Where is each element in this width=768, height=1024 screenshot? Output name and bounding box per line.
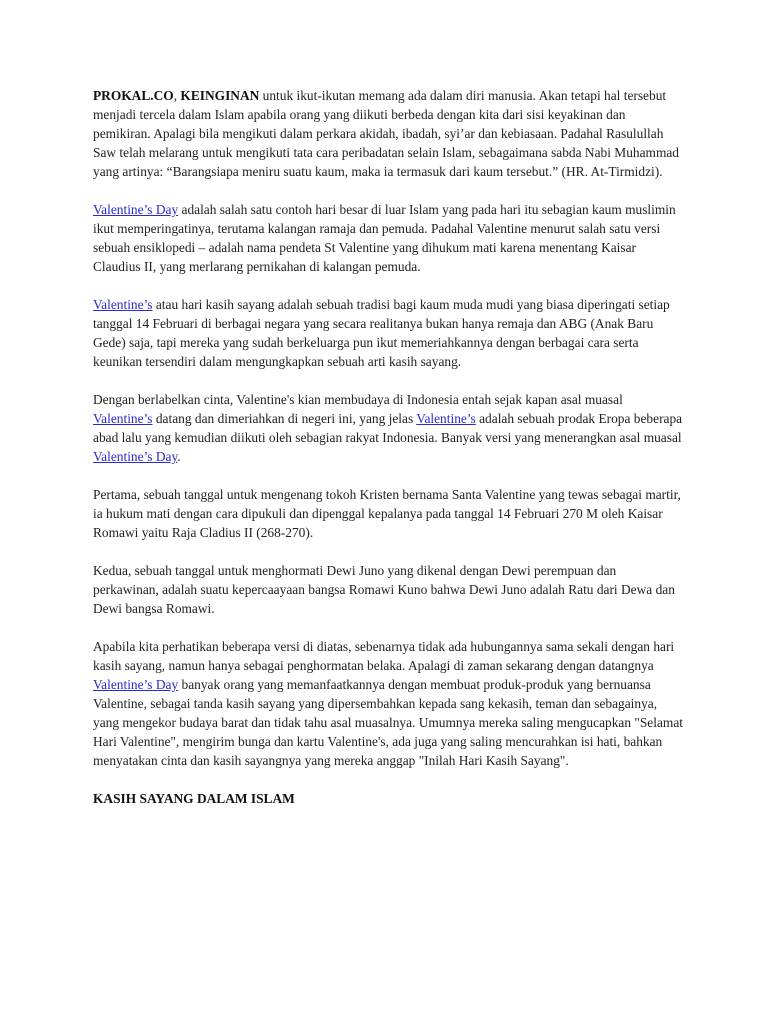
section-heading: KASIH SAYANG DALAM ISLAM [93,791,295,806]
source-name: PROKAL.CO [93,88,174,103]
valentines-link[interactable]: Valentine’s [93,297,153,312]
paragraph-text: banyak orang yang memanfaatkannya dengan membuat produk-produk yang bernuansa Valentine, sebagai tanda kasih sayang yang dipersembahkan kepada sang kekasih, teman dan sebagainya, yang mengekor budaya barat dan tidak tahu asal muasalnya. Umumnya mereka saling mengucapkan "Selamat Hari Valentine", mengirim bunga dan kartu Valentine's, ada juga yang saling mencurahkan isi hati, bahkan menyatakan cinta dan kasih sayangnya yang mereka anggap "Inilah Hari Kasih Sayang". [93,677,683,768]
paragraph-text: adalah sebuah prodak Eropa beberapa abad lalu yang kemudian diikuti oleh sebagian rakyat Indonesia. Banyak versi yang menerangkan asal muasal [93,411,683,445]
paragraph-intro-text: untuk ikut-ikutan memang ada dalam diri manusia. Akan tetapi hal tersebut menjadi tercela dalam Islam apabila orang yang diikuti berbeda dengan kita dari sisi keyakinan dan pemikiran. Apalagi bila mengikuti dalam perkara akidah, ibadah, syi’ar dan kebiasaan. Padahal Rasulullah Saw telah melarang untuk mengikuti tata cara peribadatan selain Islam, sebagaimana sabda Nabi Muhammad yang artinya: “Barangsiapa meniru suatu kaum, maka ia termasuk dari kaum tersebut.” (HR. At-Tirmidzi). [93,88,680,179]
lead-keyword: KEINGINAN [180,88,260,103]
valentines-link[interactable]: Valentine’s [416,411,476,426]
article-body [93,86,685,808]
paragraph-text: datang dan dimeriahkan di negeri ini, yang jelas [152,411,417,426]
valentines-day-link[interactable]: Valentine’s Day [93,449,178,464]
paragraph-text: . [177,449,181,464]
source-separator: , [173,88,181,103]
paragraph-text: atau hari kasih sayang adalah sebuah tradisi bagi kaum muda mudi yang biasa diperingati setiap tanggal 14 Februari di berbagai negara yang secara realitanya bukan hanya remaja dan ABG (Anak Baru Gede) saja, tapi mereka yang sudah berkeluarga pun ikut memeriahkannya dengan berbagai cara serta keunikan tersendiri dalam mengungkapkan sebuah arti kasih sayang. [93,297,670,369]
paragraph-text: adalah salah satu contoh hari besar di luar Islam yang pada hari itu sebagian kaum muslimin ikut memperingatinya, terutama kalangan ramaja dan pemuda. Padahal Valentine menurut salah satu versi sebuah ensiklopedi – adalah nama pendeta St Valentine yang dihukum mati karena menentang Kaisar Claudius II, yang merlarang pernikahan di kalangan pemuda. [93,202,676,274]
paragraph-text: Apabila kita perhatikan beberapa versi di diatas, sebenarnya tidak ada hubungannya sama sekali dengan hari kasih sayang, namun hanya sebagai penghormatan belaka. Apalagi di zaman sekarang dengan datangnya [93,639,675,673]
paragraph-valentines-day [93,200,685,276]
paragraph-text: Dengan berlabelkan cinta, Valentine's kian membudaya di Indonesia entah sejak kapan asal muasal [93,392,623,407]
valentines-day-link[interactable]: Valentine’s Day [93,677,179,692]
paragraph-tradition [93,295,685,371]
paragraph-second-version: Kedua, sebuah tanggal untuk menghormati Dewi Juno yang dikenal dengan Dewi perempuan dan perkawinan, adalah suatu kepercaayaan bangsa Romawi Kuno bahwa Dewi Juno adalah Ratu dari Dewa dan Dewi bangsa Romawi. [93,563,675,616]
valentines-day-link[interactable]: Valentine’s Day [93,202,179,217]
paragraph-conclusion [93,637,685,770]
valentines-link[interactable]: Valentine’s [93,411,153,426]
paragraph-first-version: Pertama, sebuah tanggal untuk mengenang tokoh Kristen bernama Santa Valentine yang tewas sebagai martir, ia hukum mati dengan cara dipukuli dan dipenggal kepalanya pada tanggal 14 Februari 270 M oleh Kaisar Romawi yaitu Raja Cladius II (268-270). [93,487,681,540]
paragraph-intro [93,86,685,181]
paragraph-origin [93,390,685,466]
